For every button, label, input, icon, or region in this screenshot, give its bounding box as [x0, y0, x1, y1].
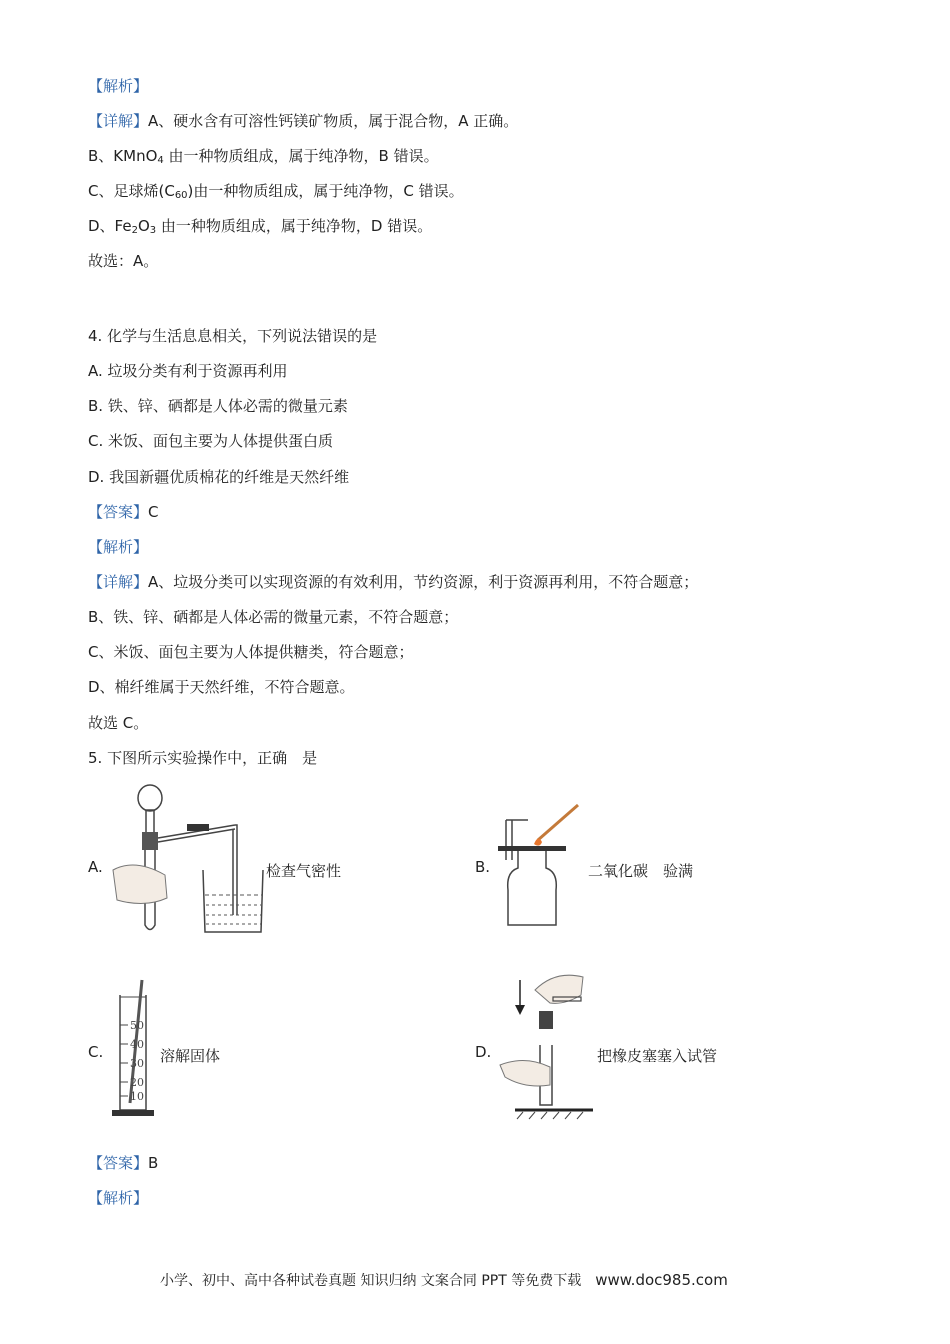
q5-option-c-caption: 溶解固体: [160, 1047, 221, 1065]
cyl-tick-10: 10: [130, 1090, 144, 1103]
q4-option-b: B. 铁、锌、硒都是人体必需的微量元素: [88, 397, 348, 415]
stopper-insertion-figure: [495, 965, 595, 1125]
q4-detail-a: [88, 572, 698, 592]
cyl-tick-50: 50: [130, 1019, 144, 1032]
detail-line-b: [88, 146, 439, 171]
footer-url[interactable]: www.doc985.com: [595, 1271, 728, 1289]
q5-stem: 5. 下图所示实验操作中，正确 是: [88, 749, 318, 767]
q5-option-a-caption: 检查气密性: [266, 862, 342, 880]
q5-option-a-label: A.: [88, 858, 103, 876]
detail-d-sub1: 2: [131, 225, 138, 236]
q4-jiexi-heading: 【解析】: [88, 538, 149, 556]
detail-d-pre: D、Fe: [88, 217, 132, 235]
detail-c-post: )由一种物质组成，属于纯净物，C 错误。: [187, 182, 464, 200]
detail-d-mid: O: [137, 217, 150, 235]
footer: [160, 1270, 728, 1290]
detail-line-d: [88, 216, 432, 241]
q5-option-d-caption: 把橡皮塞塞入试管: [597, 1047, 718, 1065]
q5-jiexi-heading: 【解析】: [88, 1189, 149, 1207]
q5-option-d-label: D.: [475, 1043, 492, 1061]
q4-detail-d: D、棉纤维属于天然纤维，不符合题意。: [88, 678, 355, 696]
xiangjie-tag: 【详解】: [88, 112, 149, 130]
q5-option-b-label: B.: [475, 858, 491, 876]
q4-answer: [88, 502, 159, 522]
detail-line-a: [88, 111, 518, 131]
q5-answer: [88, 1153, 158, 1173]
co2-test-figure: [498, 800, 588, 930]
graduated-cylinder-figure: [108, 975, 158, 1125]
q5-option-c-label: C.: [88, 1043, 104, 1061]
q4-option-c: C. 米饭、面包主要为人体提供蛋白质: [88, 432, 334, 450]
footer-text: 小学、初中、高中各种试卷真题 知识归纳 文案合同 PPT 等免费下载: [160, 1273, 582, 1289]
q4-detail-b: B、铁、锌、硒都是人体必需的微量元素，不符合题意；: [88, 608, 459, 626]
cyl-tick-40: 40: [130, 1038, 144, 1051]
detail-b-post: 由一种物质组成，属于纯净物，B 错误。: [163, 147, 439, 165]
answer-tag: 【答案】: [88, 1154, 149, 1172]
detail-text-a: A、硬水含有可溶性钙镁矿物质，属于混合物，A 正确。: [148, 112, 519, 130]
detail-c-sub: 60: [174, 190, 188, 201]
answer-tag: 【答案】: [88, 503, 149, 521]
q4-option-a: A. 垃圾分类有利于资源再利用: [88, 362, 288, 380]
detail-c-pre: C、足球烯(C: [88, 182, 175, 200]
q5-option-b-caption: 二氧化碳 验满: [588, 862, 694, 880]
q4-choice: 故选 C。: [88, 714, 149, 732]
detail-line-c: [88, 181, 464, 206]
answer-value: C: [148, 503, 159, 521]
q4-exp-a-text: A、垃圾分类可以实现资源的有效利用，节约资源，利于资源再利用，不符合题意；: [148, 573, 699, 591]
answer-value: B: [148, 1154, 159, 1172]
cyl-tick-30: 30: [130, 1057, 144, 1070]
detail-b-sub: 4: [157, 155, 164, 166]
q4-stem: 4. 化学与生活息息相关，下列说法错误的是: [88, 327, 378, 345]
cyl-tick-20: 20: [130, 1076, 144, 1089]
detail-d-sub2: 3: [149, 225, 157, 236]
jiexi-heading: 【解析】: [88, 77, 149, 95]
q4-option-d: D. 我国新疆优质棉花的纤维是天然纤维: [88, 468, 350, 486]
detail-b-pre: B、KMnO: [88, 147, 158, 165]
airtightness-check-figure: [105, 780, 275, 940]
choice-line-1: 故选：A。: [88, 252, 159, 270]
q4-detail-c: C、米饭、面包主要为人体提供糖类，符合题意；: [88, 643, 414, 661]
xiangjie-tag: 【详解】: [88, 573, 149, 591]
detail-d-post: 由一种物质组成，属于纯净物，D 错误。: [156, 217, 433, 235]
